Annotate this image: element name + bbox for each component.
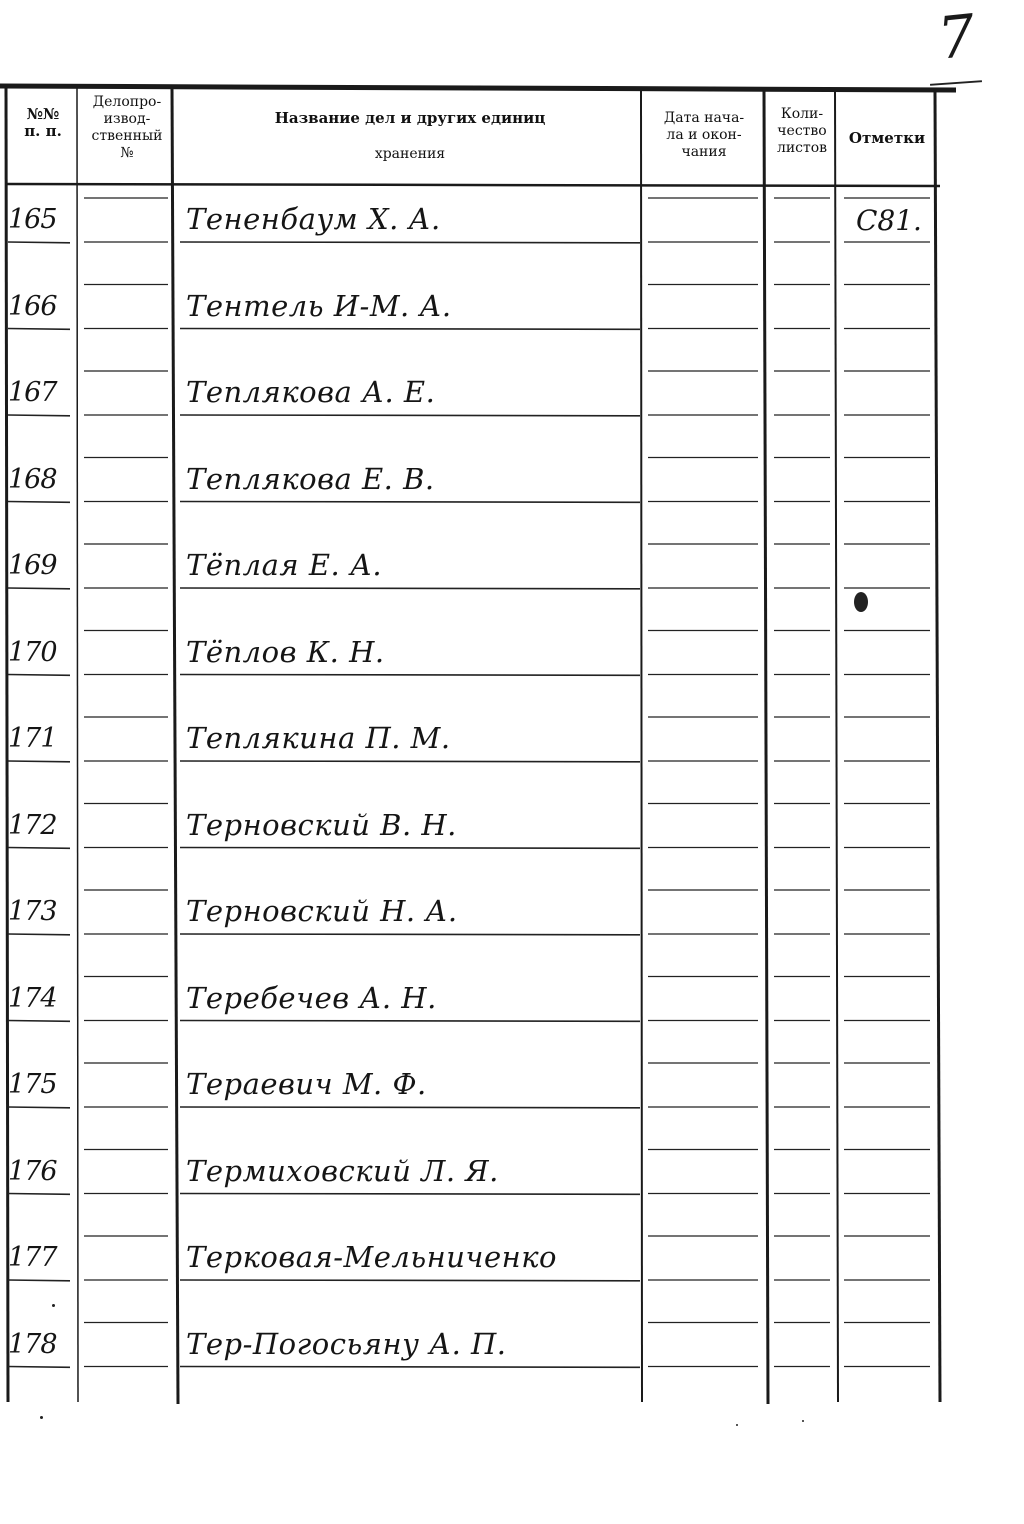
row-baseline: [180, 1280, 640, 1281]
record-name: Термиховский Л. Я.: [186, 1153, 499, 1188]
row-baseline: [180, 588, 640, 589]
row-number: 167: [8, 377, 57, 408]
row-baseline: [8, 415, 70, 416]
row-baseline: [8, 934, 70, 935]
archive-ledger-table: [0, 80, 960, 1410]
scan-speck: [40, 1416, 43, 1419]
header-number: №№ п. п.: [24, 105, 62, 140]
header-title-line1: Название дел и других единиц: [274, 109, 546, 127]
row-baseline: [180, 761, 640, 762]
row-number: 168: [8, 463, 57, 495]
scan-speck: [736, 1424, 738, 1426]
row-baseline: [8, 242, 70, 243]
row-number: 166: [8, 290, 57, 322]
record-name: Тёплая Е. А.: [186, 548, 383, 582]
header-sheet-count: Коли- чество листов: [776, 106, 828, 156]
record-name: Тер-Погосьяну А. П.: [186, 1326, 507, 1361]
header-office-number: Делопро- извод- ственный №: [91, 94, 163, 161]
row-baseline: [8, 502, 70, 503]
row-baseline: [180, 502, 640, 503]
row-baseline: [8, 675, 70, 676]
record-name: Теплякина П. М.: [186, 721, 451, 755]
scan-speck: [52, 1304, 55, 1307]
record-name: Тененбаум Х. А.: [186, 202, 441, 236]
scan-speck: [802, 1420, 804, 1422]
row-number: 173: [8, 896, 57, 927]
row-baseline: [180, 1367, 640, 1368]
row-number: 165: [8, 204, 57, 235]
row-baseline: [8, 1280, 70, 1281]
record-name: Тёплов К. Н.: [186, 634, 385, 669]
row-number: 177: [8, 1242, 57, 1273]
row-baseline: [8, 761, 70, 762]
record-name: Теплякова А. Е.: [186, 375, 436, 409]
row-number: 172: [8, 809, 57, 841]
row-baseline: [180, 934, 640, 935]
record-name: Тентель И-М. А.: [186, 288, 452, 323]
row-baseline: [8, 1107, 70, 1108]
row-baseline: [180, 415, 640, 416]
row-number: 175: [8, 1069, 57, 1100]
row-number: 171: [8, 723, 57, 754]
page-number: 7: [934, 1, 979, 73]
row-baseline: [180, 1107, 640, 1108]
row-baseline: [8, 1021, 70, 1022]
row-baseline: [180, 675, 640, 676]
row-baseline: [8, 848, 70, 849]
record-name: Терновский Н. А.: [186, 894, 458, 928]
remark: С81.: [856, 204, 922, 237]
record-name: Теребечев А. Н.: [186, 980, 437, 1015]
record-name: Теплякова Е. В.: [186, 461, 435, 496]
header-dates: Дата нача- ла и окон- чания: [663, 110, 745, 160]
row-baseline: [8, 588, 70, 589]
row-number: 174: [8, 982, 57, 1014]
row-number: 170: [8, 636, 57, 668]
scan-speck: [854, 592, 868, 612]
row-baseline: [180, 1021, 640, 1022]
row-number: 169: [8, 550, 57, 581]
record-name: Тераевич М. Ф.: [186, 1067, 427, 1101]
record-name: Терновский В. Н.: [186, 807, 457, 842]
row-baseline: [8, 329, 70, 330]
header-title-line2: хранения: [374, 146, 446, 162]
header-remarks: Отметки: [848, 129, 926, 147]
row-number: 176: [8, 1155, 57, 1187]
row-baseline: [180, 329, 640, 330]
record-name: Терковая-Мельниченко: [186, 1240, 557, 1274]
row-baseline: [180, 1194, 640, 1195]
row-baseline: [8, 1367, 70, 1368]
row-baseline: [180, 848, 640, 849]
row-baseline: [8, 1194, 70, 1195]
row-baseline: [180, 242, 640, 243]
row-number: 178: [8, 1328, 57, 1360]
